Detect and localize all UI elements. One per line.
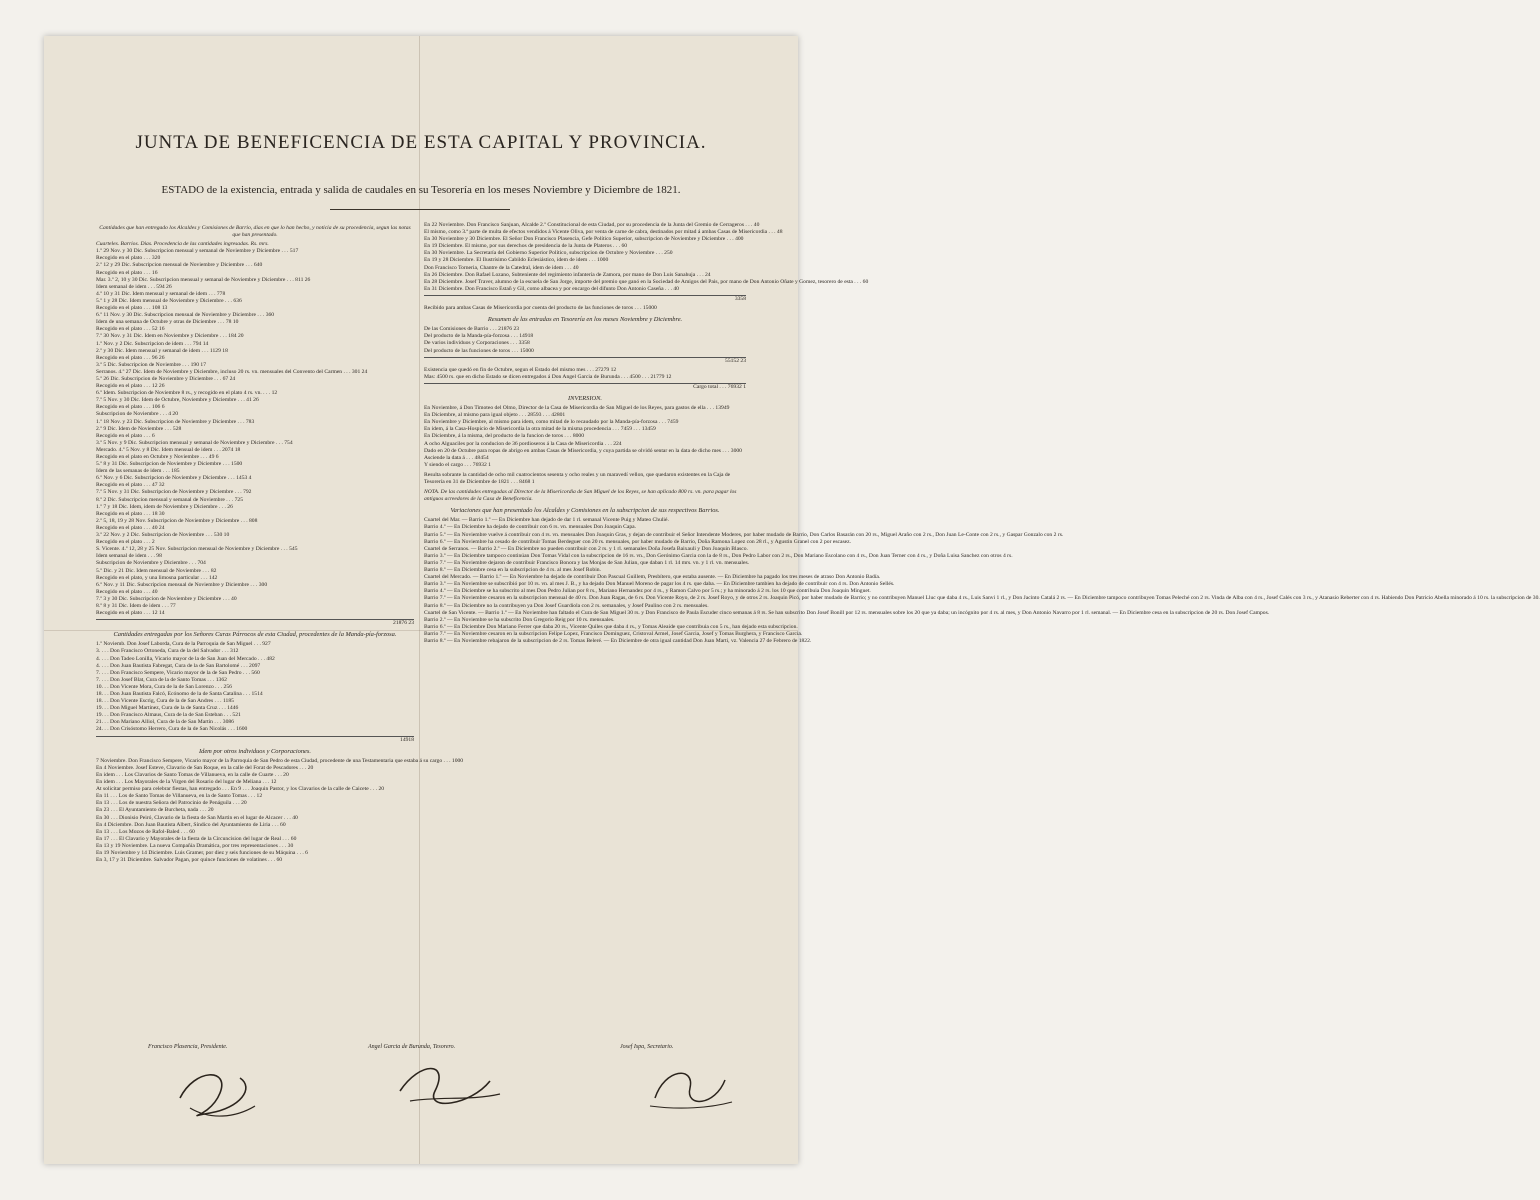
summary-entry-line: De varios individuos y Corporaciones . . . 3358 (424, 340, 530, 347)
parish-entry-line: 3. . . . Don Francisco Ortoneda, Cura de la del Salvador . . . 312 (96, 648, 239, 655)
variation-entry-line: Cuartel del Mar. — Barrio 1.º — En Diciembre han dejado de dar 1 rl. semanal Vicente Puig y Mateo Chulié. (424, 517, 669, 524)
barrio-entry-line: 6.º Idem. Subscripcion de Noviembre 8 rs., y recogido en el plato 4 rs. vn. . . . 12 (96, 390, 278, 397)
barrio-entry-line: Subscripcion de Noviembre . . . 4 20 (96, 411, 179, 418)
barrio-entry-line: Recogido en el plato . . . 6 (96, 432, 155, 439)
existence-entry-line: Mas: 4500 rs. que en dicho Estado se dicen entregados á Don Angel Garcia de Burunda . . . 4500 . . . 21779 12 (424, 373, 672, 380)
parish-entry-line: 4. . . . Don Tadeo Lonilla, Vicario mayor de la de San Juan del Mercado . . . 482 (96, 655, 275, 662)
variation-entry-line: Cuartel del Mercado. — Barrio 1.º — En Noviembre ha dejado de contribuir Don Pascual Guillem, Presbítero, que estaba ausente. — En Diciembre ha pagado los tres meses de atraso Don Antonio Badía. (424, 574, 881, 581)
variation-entry-line: Cuartel de Serranos. — Barrio 2.º — En Diciembre no pueden contribuir con 2 rs. y 1 rl. semanales Doña Josefa Baixauli y Don Joaquin Blasco. (424, 545, 748, 552)
parish-entry-line: 24. . . Don Crisóstomo Herrero, Cura de la de San Nicolás . . . 1600 (96, 726, 248, 733)
barrio-entry-line: 3.º 22 Nov. y 2 Dic. Subscripcion de Noviembre . . . 530 10 (96, 532, 230, 539)
others-entry-line: En idem . . . Los Clavarios de Santo Tomas de Villanueva, en la calle de Cuarte . . . 20 (96, 771, 289, 778)
barrio-entry-line: Recogido en el plato . . . 320 (96, 255, 161, 262)
parish-entry-line: 18. . . Don Juan Bautista Falcó, Ecónomo de la de Santa Catalina . . . 1514 (96, 691, 263, 697)
individual-entry-line: Don Francisco Torneria, Chantre de la Catedral, idem de idem . . . 40 (424, 264, 579, 271)
individual-entries (424, 222, 869, 293)
barrio-entry-line: 2.º 12 y 29 Dic. Subscripcion mensual de Noviembre y Diciembre . . . 640 (96, 262, 263, 269)
barrio-entry-line: Recogido en el plato . . . 40 (96, 588, 158, 595)
received-line: Recibido para ambas Casas de Misericordia por cuenta del producto de las funciones de toros . . . 15000 (424, 305, 657, 312)
barrio-entry-line: Idem semanal de idem . . . 98 (96, 553, 162, 560)
secretary-handwritten-signature (640, 1058, 740, 1118)
individual-entry-line: El mismo, como 3.ª parte de multa de efectos vendidos á Vicente Oliva, por venta de carne de cabra, destinados por mitad á ambas Casas de Misericordia . . . 48 (424, 229, 783, 236)
parish-entry-line: 7. . . . Don Francisco Sempere, Vicario mayor de la de San Pedro . . . 560 (96, 669, 260, 676)
variation-entry-line: Barrio 7.º — En Noviembre dejaron de contribuir Francisco Bonora y las Monjas de San Julian, que daban 1 rl. 14 mrs. vn. y 1 rl. vn. mensuales. (424, 559, 750, 566)
parish-heading: Cantidades entregadas por los Señores Curas Párrocos de esta Ciudad, procedentes de la Manda-pía-forzosa. (113, 631, 397, 639)
others-entry-line: En 19 Noviembre y 14 Diciembre. Luis Gramer, por diez y seis funciones de su Máquina . . . 6 (96, 849, 308, 856)
barrio-entry-line: Recogido en el plato . . . 47 32 (96, 482, 165, 489)
others-entry-line: En 13 . . . Los Mozos de Rafol-Baled . . . 60 (96, 828, 195, 835)
barrio-entry-line: 5.º 1 y 28 Dic. Idem mensual de Noviembre y Diciembre . . . 636 (96, 297, 242, 304)
parish-entry-line: 19. . . Don Francisco Almaus, Cura de la de San Esteban . . . 521 (96, 712, 241, 719)
variation-entry-line: Barrio 4.º — En Diciembre ha dejado de contribuir con 6 rs. vn. mensuales Don Joaquin Capa. (424, 524, 637, 531)
left-heading: Cantidades que han entregado los Alcaldes y Comisiones de Barrio, dias en que lo han hecho, y noticia de su procedencia, segun las notas que han presentado. (99, 225, 411, 239)
barrio-entry-line: 1.º Nov. y 2 Dic. Subscripcion de idem . . . 794 14 (96, 340, 209, 347)
others-entry-line: En 13 y 19 Noviembre. La nueva Compañía Dramática, por tres representaciones . . . 30 (96, 842, 294, 849)
barrio-entry-line: Recogido en el plato en Octubre y Noviembre . . . 49 6 (96, 454, 219, 460)
asciende-line: Asciende la data á . . . 48454 (424, 454, 489, 461)
variation-entry-line: Barrio 4.º — En Diciembre se ha subscrito al mes Don Pedro Julian por 8 rs., Mariano Hernandez por 4 rs., y Ramon Calvo por 5 rs.; y ha minorado á 2 rs. los 10 que contribuia Don Joaquin Minguet. (424, 588, 871, 595)
others-heading: Idem por otros individuos y Corporaciones. (199, 747, 311, 755)
barrio-entry-line: 4.º 10 y 31 Dic. Idem mensual y semanal de idem . . . 778 (96, 290, 226, 297)
barrio-entry-line: Recogido en el plato . . . 106 6 (96, 404, 165, 411)
parish-entry-line: 19. . . Don Miguel Martinez, Cura de la de Santa Cruz . . . 1446 (96, 705, 239, 712)
barrio-entry-line: Recogido en el plato . . . 52 16 (96, 326, 165, 333)
barrio-entry-line: Recogido en el plato . . . 12 14 (96, 610, 165, 617)
nota-line: NOTA. De las cantidades entregadas al Director de la Misericordia de San Miguel de los Reyes, se han aplicado 800 rs. vn. para pagar los antiguos acreedores de la Casa de Beneficencia. (424, 489, 737, 503)
barrio-entry-line: 3.º 5 Dic. Subscripcion de Noviembre . . . 190 17 (96, 361, 207, 368)
barrio-entry-line: Serranos. 4.º 27 Dic. Idem de Noviembre y Diciembre, incluso 20 rs. vn. mensuales del Convento del Carmen . . . 301 24 (96, 368, 368, 375)
variation-entry-line: Barrio 8.º — En Diciembre cesa en la subscripcion de 4 rs. al mes Josef Robin. (424, 567, 601, 574)
barrio-entry-line: 7.º 3 y 30 Dic. Subscripcion de Noviembre y Diciembre . . . 40 (96, 595, 237, 602)
treasurer-handwritten-signature (390, 1056, 510, 1116)
barrio-entry-line: 1.º 29 Nov. y 30 Dic. Subscripcion mensual y semanal de Noviembre y Diciembre . . . 517 (96, 248, 299, 255)
president-handwritten-signature (160, 1058, 270, 1128)
right-column (424, 222, 1540, 645)
others-entry-line: En 30 . . . Dionisio Peiró, Clavario de la fiesta de San Martin en el lugar de Alcacer . . . 40 (96, 814, 298, 821)
parish-entry-line: 7. . . . Don Josef Blat, Cura de la de Santo Tomas . . . 1362 (96, 676, 227, 683)
inversion-entry-line: A ocho Alguaciles por la conducion de 36 pordioseros á la Casa de Misericordia . . . 224 (424, 440, 622, 447)
document-subtitle: ESTADO de la existencia, entrada y salida de caudales en su Tesorería en los meses Noviembre y Diciembre de 1821. (161, 184, 681, 196)
individual-entry-line: En 22 Noviembre. Don Francisco Sanjuan, Alcalde 2.º Constitucional de esta Ciudad, por su procedencia de la Junta del Gremio de Cerrageros . . . 40 (424, 222, 760, 228)
secretary-signature-line: Josef Ispa, Secretario. (620, 1044, 674, 1050)
barrio-entries (96, 248, 414, 617)
others-entry-line: En idem . . . Los Mayorales de la Virgen del Rosario del lugar de Meliana . . . 12 (96, 779, 277, 786)
barrio-entry-line: 7.º 30 Nov. y 31 Dic. Idem en Noviembre y Diciembre . . . 184 20 (96, 333, 244, 340)
variation-entry-line: Barrio 6.º — En Noviembre ha cesado de contribuir Tomas Berdeguer con 20 rs. mensuales, por haber mudado de Barrio, Doña Ramona Lopez con 28 rl., y Agustin Granel con 2 por escasez. (424, 538, 852, 545)
others-entry-line: En 3, 17 y 31 Diciembre. Salvador Pagan, por quince funciones de volatines . . . 60 (96, 857, 283, 864)
inversion-entry-line: En idem, á la Casa-Hospicio de Misericordia la otra mitad de la misma procedencia . . . 7459 . . . 13459 (424, 426, 656, 433)
variations-heading: Variaciones que han presentado los Alcaldes y Comisiones en la subscripcion de sus respectivos Barrios. (450, 507, 720, 515)
individual-entry-line: En 30 Noviembre. La Secretaría del Gobierno Superior Político, subscripcion de Octubre y Noviembre . . . 250 (424, 250, 673, 257)
others-entry-line: En 17 . . . El Clavario y Mayorales de la fiesta de la Circuncision del lugar de Real . . . 60 (96, 835, 297, 842)
summary-total: 55152 23 (424, 357, 746, 365)
summary-entry-line: Del producto de la Manda-pía-forzosa . . . 14918 (424, 333, 534, 340)
variation-entry-line: Barrio 8.º — En Noviembre rebajaron de la subscripcion de 2 rs. Tomas Beleré. — En Diciembre de otra igual cantidad Don Juan Marti, vz. Valencia 27 de Febrero de 1822. (424, 637, 812, 644)
barrio-entry-line: Subscripcion de Noviembre y Diciembre . . . 704 (96, 560, 206, 567)
barrio-entry-line: 8.º 2 Dic. Subscripcion mensual y semanal de Noviembre . . . 725 (96, 496, 243, 503)
barrio-entry-line: 5.º 8 y 31 Dic. Subscripcion de Noviembre y Diciembre . . . 1500 (96, 461, 243, 468)
inversion-entry-line: En Diciembre, á la misma, del producto de la funcion de toros . . . 8000 (424, 433, 585, 440)
others-entry-line: At solicitar permiso para celebrar fiestas, han entregado . . . En 9 . . . Joaquin Pastor, y los Clavarios de la calle de Caicete . . . 20 (96, 786, 385, 793)
barrio-entry-line: 5.º Dic. y 21 Dic. Idem mensual de Noviembre . . . 82 (96, 567, 217, 574)
barrio-entry-line: 2.º 9 Dic. Idem de Noviembre . . . 528 (96, 425, 182, 432)
variation-entry-line: Barrio 2.º — En Noviembre se ha subscrito Don Gregorio Reig por 10 rs. mensuales. (424, 616, 615, 623)
resulta-line: Resulta sobrante la cantidad de ocho mil cuatrocientos sesenta y ocho reales y un maravedí vellon, que quedaron existentes en la Caja de Tesorería en 31 de Diciembre de 1821 . . . 8468 1 (424, 471, 731, 485)
barrio-entry-line: 3.º 5 Nov. y 9 Dic. Subscripcion mensual y semanal de Noviembre y Diciembre . . . 754 (96, 439, 293, 446)
parish-entry-line: 1.º Noviemb. Don Josef Laborda, Cura de la Parroquia de San Miguel . . . 927 (96, 641, 271, 648)
variation-entry-line: Barrio 7.º — En Noviembre cesaron en la subscripcion mensual de 40 rs. Don Juan Ragas, de 6 rs. Don Vicente Royo, de 2 rs. Josef Royo, y de otros 2 rs. Joaquin Picó, por haber mudado de Barrio; y no contribuyen Manuel Lluc que daba 4 rs., Luis Sanvi 1 rl., y Don Jacinto Catalá 2 rs. — En Diciembre tampoco contribuyen Tomas Peleché con 2 rs. Vinda de Alba con 4 rs., Josef Calés con 3 rs., y Atanasio Reberter con 4 rs. Habiendo Don Patricio Abella minorado á 10 rs. la subscripcion de 30. (424, 595, 1540, 602)
parish-entry-line: 18. . . Don Vicente Escrig, Cura de la de San Andres . . . 1185 (96, 698, 234, 705)
barrio-entry-line: 2.º y 30 Dic. Idem mensual y semanal de idem . . . 1129 18 (96, 347, 228, 354)
title-rule (330, 209, 510, 210)
barrio-entry-line: 8.º 8 y 31 Dic. Idem de idem . . . 77 (96, 602, 176, 609)
barrio-entry-line: 7.º 5 Nov. y 30 Dic. Idem de Octubre, Noviembre y Diciembre . . . 41 26 (96, 397, 259, 404)
barrio-entry-line: Recogido en el plato . . . 2 (96, 539, 155, 546)
others-entry-line: En 23 . . . El Ayuntamiento de Burcheta, nada . . . 20 (96, 807, 214, 814)
summary-entry-line: Del producto de las funciones de toros . . . 15000 (424, 347, 534, 354)
variations-entries (424, 517, 1540, 645)
others-entry-line: 7 Noviembre. Don Francisco Sempere, Vicario mayor de la Parroquia de San Pedro de esta Ciudad, procedente de una Testamentaria que estaba á su cargo . . . 1000 (96, 757, 464, 764)
barrio-entry-line: Recogido en el plato . . . 18 30 (96, 510, 165, 517)
summary-entry-line: De las Comisiones de Barrio . . . 21876 23 (424, 326, 520, 333)
variation-entry-line: Barrio 8.º — En Diciembre no la contribuyen ya Don Josef Guardiola con 2 rs. semanales, y Josef Paulino con 2 rs. mensuales. (424, 602, 709, 609)
cargo-total: Cargo total . . . 76932 1 (424, 383, 746, 391)
inversion-entry-line: Dado en 20 de Octubre para ropas de abrigo en ambas Casas de Misericordia, y cuya partida se olvidó sentar en la data de dicho mes . . . 3000 (424, 447, 742, 454)
others-entry-line: En 11 . . . Los de Santo Tomas de Villanueva, en la de Santo Tomas . . . 12 (96, 793, 263, 800)
cargo-line: Y siendo el cargo . . . 76932 1 (424, 461, 491, 468)
barrio-entry-line: 2.º 5, 18, 19 y 28 Nov. Subscripcion de Noviembre y Diciembre . . . 808 (96, 517, 258, 524)
parish-entry-line: 4. . . . Don Juan Bautista Fabregat, Cura de la de San Bartolomé . . . 2097 (96, 662, 261, 669)
inversion-entry-line: En Noviembre, á Don Timoteo del Olmo, Director de la Casa de Misericordia de San Miguel de los Reyes, para gastos de ella . . . 13949 (424, 405, 730, 412)
inversion-entry-line: En Noviembre y Diciembre, al mismo para idem, como mitad de lo recaudado por la Manda-pía-forzosa . . . 7459 (424, 419, 679, 426)
barrio-entry-line: Idem de una semana de Octubre y otras de Diciembre . . . 78 10 (96, 319, 239, 326)
barrio-entry-line: Recogido en el plato, y una limosna particular . . . 142 (96, 574, 218, 581)
individual-entry-line: En 30 Noviembre y 30 Diciembre. El Señor Don Francisco Plasencia, Gefe Político Superior, subscripcion de Noviembre y Diciembre . . . 400 (424, 236, 744, 243)
barrio-entry-line: Idem semanal de idem . . . 594 26 (96, 283, 172, 290)
inversion-entries (424, 405, 746, 455)
individual-total: 3358 (424, 295, 746, 303)
vertical-fold-line (419, 36, 420, 1164)
variation-entry-line: Barrio 7.º — En Noviembre cesaron en la subscripcion Felipe Lopez, Francisco Dominguez, Cristoval Armel, Josef Garcia, Josef y Tomas Burghera, y Francisco Garcia. (424, 630, 803, 637)
individual-entry-line: En 19 y 28 Diciembre. El Ilustrísimo Cabildo Eclesiástico, idem de idem . . . 1000 (424, 257, 609, 264)
president-signature-line: Francisco Plasencia, Presidente. (148, 1044, 228, 1050)
barrio-entry-line: Recogido en el plato . . . 16 (96, 269, 158, 276)
variation-entry-line: Barrio 5.º — En Noviembre vuelve á contribuir con 4 rs. vn. mensuales Don Joaquin Gras, y dejan de contribuir el Señor Intendente Moderes, por haber mudado de Barrio, Don Carlos Basarán con 20 rs., Miguel Araño con 2 rs., Don Juan Le-Conte con 2 rs., y Gaspar Gonzalo con 2 rs. (424, 531, 1064, 538)
document-title: JUNTA DE BENEFICENCIA DE ESTA CAPITAL Y PROVINCIA. (135, 132, 707, 153)
parish-entry-line: 21. . . Don Mariano Alliol, Cura de la de San Martin . . . 3086 (96, 719, 234, 726)
parish-entry-line: 10. . . Don Vicente Mora, Cura de la de San Lorenzo . . . 256 (96, 683, 232, 690)
variation-entry-line: Barrio 3.º — En Noviembre se subscribió por 10 rs. vn. al mes J. B., y ha dejado Don Manuel Moreno de pagar los 4 rs. que daba. — En Diciembre tambien ha dejado de contribuir con 4 rs. Don Antonio Sellés. (424, 581, 895, 588)
column-headers: Cuarteles. Barrios. Dias. Procedencia de las cantidades ingresadas. Rs. mrs. (96, 241, 269, 248)
others-entries (96, 757, 464, 864)
barrio-entry-line: 1.º 18 Nov. y 23 Dic. Subscripcion de Noviembre y Diciembre . . . 783 (96, 418, 255, 425)
others-entry-line: En 4 Noviembre. Josef Esteve, Clavario de San Roque, en la calle del Forat de Pescadores . . . 20 (96, 764, 314, 771)
others-entry-line: En 13 . . . Los de nuestra Señora del Patrocinio de Penáguila . . . 20 (96, 800, 247, 807)
variation-entry-line: Barrio 3.º — En Diciembre tampoco continúan Don Tomas Vidal con la subscripcion de 16 rs. vn., Don Gerónimo Garcia con la de 8 rs., Don Pedro Labor con 2 rs., Don Mariano Escolano con 4 rs., Don Juan Terner con 4 rs., y Doña Luisa Sanchez con otros 4 rs. (424, 552, 1013, 559)
individual-entry-line: En 26 Diciembre. Don Rafael Lozano, Subteniente del regimiento infantería de Zamora, por mano de Don Luis Sanahuja . . . 24 (424, 271, 711, 278)
summary-heading: Resumen de las entradas en Tesorería en los meses Noviembre y Diciembre. (487, 316, 683, 324)
barrio-entry-line: 7.º 5 Nov. y 31 Dic. Subscripcion de Noviembre y Diciembre . . . 792 (96, 489, 252, 496)
inversion-entry-line: En Diciembre, al mismo para igual objeto . . . 28593 . . . 42801 (424, 412, 566, 419)
barrio-entry-line: Mercado. 4.º 5 Nov. y 8 Dic. Idem mensual de idem . . . 2074 18 (96, 446, 241, 453)
barrio-subtotal: 21876 23 (96, 619, 414, 627)
individual-entry-line: En 31 Diciembre. Don Francisco Estañ y Gil, como albacea y por encargo del difunto Don Antonio Caseña . . . 40 (424, 285, 679, 292)
treasurer-signature-line: Angel Garcia de Burunda, Tesorero. (368, 1044, 456, 1050)
barrio-entry-line: S. Vicente. 4.º 12, 28 y 25 Nov. Subscripcion mensual de Noviembre y Diciembre . . . 545 (96, 546, 298, 553)
barrio-entry-line: 6.º Nov. y 11 Dic. Subscripcion mensual de Noviembre y Diciembre . . . 300 (96, 581, 268, 588)
barrio-entry-line: Recogido en el plato . . . 108 13 (96, 305, 168, 312)
others-entry-line: En 4 Diciembre. Don Juan Bautista Albert, Síndico del Ayuntamiento de Liria . . . 60 (96, 821, 286, 828)
barrio-entry-line: Mar. 3.º 2, 10 y 30 Dic. Subscripcion mensual y semanal de Noviembre y Diciembre . . . 811 26 (96, 276, 311, 283)
parish-entries (96, 641, 414, 733)
inversion-heading: INVERSION. (568, 394, 602, 402)
barrio-entry-line: Recogido en el plato . . . 40 24 (96, 524, 165, 531)
individual-entry-line: En 19 Diciembre. El mismo, por sus derechos de presidencia de la Junta de Plateros . . . 60 (424, 243, 628, 250)
barrio-entry-line: 5.º 26 Dic. Subscripcion de Noviembre y Diciembre . . . 67 24 (96, 375, 236, 382)
barrio-entry-line: 6.º 11 Nov. y 30 Dic. Subscripcion mensual de Noviembre y Diciembre . . . 360 (96, 312, 275, 319)
barrio-entry-line: 6.º Nov. y 6 Dic. Subscripcion de Noviembre y Diciembre . . . 1453 4 (96, 475, 252, 482)
variation-entry-line: Cuartel de San Vicente. — Barrio 1.º — En Noviembre han faltado el Cura de San Miguel 30 rs. y Don Francisco de Paula Escuder cinco semanas á 8 rs. Se han subscrito Don Josef Bonill por 12 rs. mensuales sobre los 20 que ya daba; un incógnito por 4 rs. al mes, y Don Antonio Navarro por 1 rl. semanal. — En Diciembre cesa en la subscripcion de 20 rs. Don Josef Campos. (424, 609, 1270, 616)
variation-entry-line: Barrio 6.º — En Diciembre Don Mariano Ferrer que daba 20 rs., Vicente Quiles que daba 4 rs., y Tomas Aleaide que contribuia con 5 rs., han dejado esta subscripcion. (424, 623, 798, 630)
parish-total: 14918 (96, 736, 414, 744)
summary-entries (424, 326, 746, 354)
barrio-entry-line: Idem de las semanas de idem . . . 185 (96, 468, 180, 475)
individual-entry-line: En 28 Diciembre. Josef Traver, alumno de la escuela de San Jorge, importe del premio que ganó en la Sociedad de Amigos del Pais, por mano de Don Antonio Oñate y Gomez, tesorero de esta . . . 60 (424, 278, 869, 285)
existence-entry-line: Existencia que quedó en fin de Octubre, segun el Estado del mismo mes . . . 27279 12 (424, 366, 617, 373)
barrio-entry-line: Recogido en el plato . . . 12 26 (96, 383, 165, 390)
existence-entries (424, 367, 746, 381)
barrio-entry-line: 1.º 7 y 18 Dic. Idem, idem de Noviembre y Diciembre . . . 26 (96, 503, 233, 510)
barrio-entry-line: Recogido en el plato . . . 96 26 (96, 354, 165, 361)
